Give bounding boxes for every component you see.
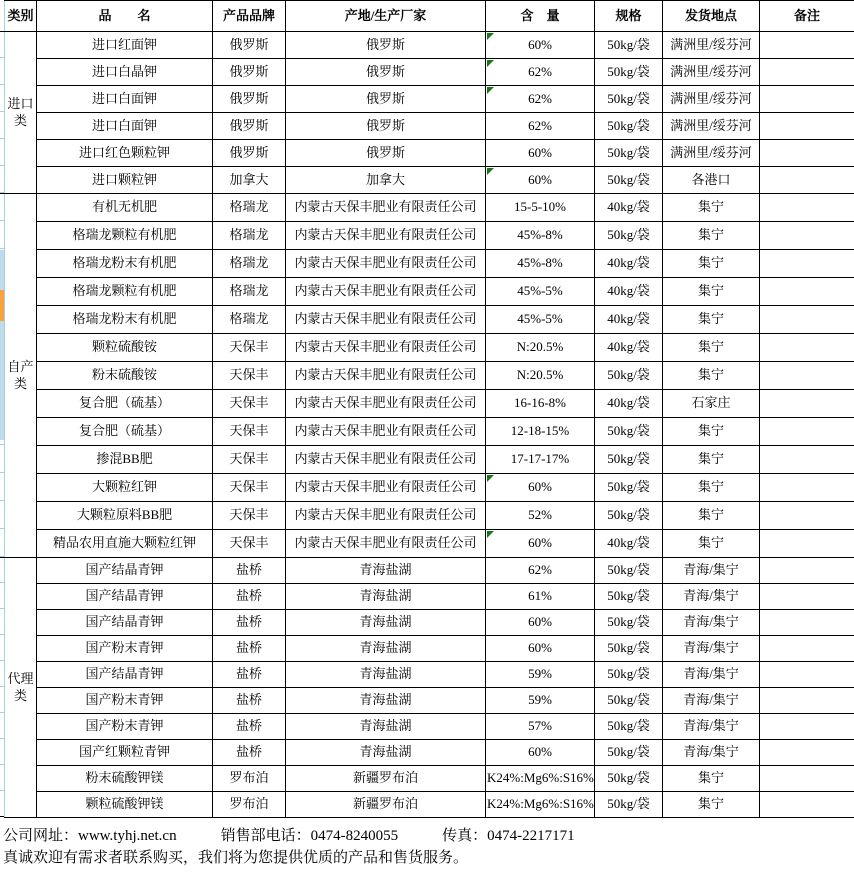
cell-ship-location[interactable]: 满洲里/绥芬河	[663, 59, 760, 86]
cell-spec[interactable]: 50kg/袋	[595, 446, 663, 474]
cell-note[interactable]	[760, 714, 854, 740]
cell-product-name[interactable]: 格瑞龙颗粒有机肥	[37, 222, 213, 250]
cell-spec[interactable]: 50kg/袋	[595, 59, 663, 86]
cell-brand[interactable]: 加拿大	[213, 167, 286, 194]
table-row	[5, 140, 854, 167]
cell-note[interactable]	[760, 167, 854, 194]
column-header-product-name[interactable]: 品 名	[37, 1, 213, 32]
cell-ship-location[interactable]: 集宁	[663, 766, 760, 792]
cell-content[interactable]: 62%	[486, 113, 595, 140]
table-row	[5, 334, 854, 362]
cell-content[interactable]: 59%	[486, 662, 595, 688]
cell-origin[interactable]: 青海盐湖	[286, 714, 486, 740]
cell-content[interactable]: 52%	[486, 502, 595, 530]
footer-fax: 传真：0474-2217171	[442, 828, 575, 844]
cell-product-name[interactable]: 进口红色颗粒钾	[37, 140, 213, 167]
cell-product-name[interactable]: 大颗粒原料BB肥	[37, 502, 213, 530]
cell-brand[interactable]: 格瑞龙	[213, 250, 286, 278]
cell-content[interactable]: K24%:Mg6%:S16%	[486, 792, 595, 818]
cell-origin[interactable]: 内蒙古天保丰肥业有限责任公司	[286, 390, 486, 418]
table-row	[5, 688, 854, 714]
cell-note[interactable]	[760, 688, 854, 714]
table-row	[5, 59, 854, 86]
cell-ship-location[interactable]: 集宁	[663, 306, 760, 334]
table-row	[5, 636, 854, 662]
error-indicator-icon	[487, 60, 494, 67]
table-row	[5, 113, 854, 140]
cell-note[interactable]	[760, 446, 854, 474]
table-row	[5, 250, 854, 278]
cell-note[interactable]	[760, 306, 854, 334]
cell-spec[interactable]: 50kg/袋	[595, 610, 663, 636]
cell-spec[interactable]: 50kg/袋	[595, 714, 663, 740]
cell-origin[interactable]: 青海盐湖	[286, 740, 486, 766]
cell-spec[interactable]: 50kg/袋	[595, 32, 663, 59]
cell-ship-location[interactable]: 集宁	[663, 278, 760, 306]
cell-origin[interactable]: 内蒙古天保丰肥业有限责任公司	[286, 474, 486, 502]
cell-note[interactable]	[760, 740, 854, 766]
cell-note[interactable]	[760, 584, 854, 610]
table-row	[5, 662, 854, 688]
table-row	[5, 418, 854, 446]
cell-note[interactable]	[760, 140, 854, 167]
cell-note[interactable]	[760, 32, 854, 59]
cell-brand[interactable]: 天保丰	[213, 362, 286, 390]
cell-note[interactable]	[760, 59, 854, 86]
cell-product-name[interactable]: 国产红颗粒青钾	[37, 740, 213, 766]
cell-brand[interactable]: 格瑞龙	[213, 194, 286, 222]
cell-brand[interactable]: 天保丰	[213, 418, 286, 446]
cell-spec[interactable]: 50kg/袋	[595, 636, 663, 662]
cell-ship-location[interactable]: 集宁	[663, 222, 760, 250]
cell-ship-location[interactable]: 青海/集宁	[663, 636, 760, 662]
cell-origin[interactable]: 内蒙古天保丰肥业有限责任公司	[286, 194, 486, 222]
table-row	[5, 530, 854, 558]
error-indicator-icon	[487, 87, 494, 94]
cell-spec[interactable]: 40kg/袋	[595, 194, 663, 222]
cell-origin[interactable]: 俄罗斯	[286, 113, 486, 140]
cell-ship-location[interactable]: 集宁	[663, 792, 760, 818]
cell-ship-location[interactable]: 集宁	[663, 250, 760, 278]
cell-spec[interactable]: 50kg/袋	[595, 662, 663, 688]
cell-origin[interactable]: 青海盐湖	[286, 636, 486, 662]
footer-contact-line	[3, 826, 851, 847]
cell-ship-location[interactable]: 青海/集宁	[663, 740, 760, 766]
cell-content[interactable]: 60%	[486, 530, 595, 558]
cell-note[interactable]	[760, 194, 854, 222]
cell-ship-location[interactable]: 集宁	[663, 194, 760, 222]
cell-brand[interactable]: 盐桥	[213, 584, 286, 610]
column-header-ship-location[interactable]: 发货地点	[663, 1, 760, 32]
footer-welcome-line: 真诚欢迎有需求者联系购买，我们将为您提供优质的产品和售货服务。	[3, 850, 469, 866]
cell-ship-location[interactable]: 青海/集宁	[663, 610, 760, 636]
cell-content[interactable]: 60%	[486, 636, 595, 662]
cell-note[interactable]	[760, 113, 854, 140]
cell-ship-location[interactable]: 集宁	[663, 502, 760, 530]
cell-note[interactable]	[760, 278, 854, 306]
table-row	[5, 194, 854, 222]
cell-note[interactable]	[760, 222, 854, 250]
cell-content[interactable]: 60%	[486, 610, 595, 636]
cell-product-name[interactable]: 精品农用直施大颗粒红钾	[37, 530, 213, 558]
cell-brand[interactable]: 盐桥	[213, 610, 286, 636]
cell-ship-location[interactable]: 各港口	[663, 167, 760, 194]
cell-content[interactable]: 17-17-17%	[486, 446, 595, 474]
cell-content[interactable]: 45%-5%	[486, 278, 595, 306]
cell-ship-location[interactable]: 集宁	[663, 530, 760, 558]
cell-content[interactable]: 12-18-15%	[486, 418, 595, 446]
cell-content[interactable]: 60%	[486, 474, 595, 502]
cell-origin[interactable]: 青海盐湖	[286, 610, 486, 636]
cell-spec[interactable]: 50kg/袋	[595, 140, 663, 167]
cell-origin[interactable]: 青海盐湖	[286, 688, 486, 714]
cell-content[interactable]: 45%-5%	[486, 306, 595, 334]
error-indicator-icon	[487, 168, 494, 175]
table-row	[5, 558, 854, 584]
cell-product-name[interactable]: 颗粒硫酸铵	[37, 334, 213, 362]
cell-spec[interactable]: 40kg/袋	[595, 334, 663, 362]
cell-product-name[interactable]: 国产粉末青钾	[37, 636, 213, 662]
cell-product-name[interactable]: 掺混BB肥	[37, 446, 213, 474]
cell-content[interactable]: 57%	[486, 714, 595, 740]
cell-origin[interactable]: 内蒙古天保丰肥业有限责任公司	[286, 222, 486, 250]
column-header-category[interactable]: 类别	[5, 1, 37, 32]
cell-content[interactable]: 60%	[486, 140, 595, 167]
cell-spec[interactable]: 40kg/袋	[595, 306, 663, 334]
cell-origin[interactable]: 俄罗斯	[286, 86, 486, 113]
cell-brand[interactable]: 盐桥	[213, 714, 286, 740]
table-row	[5, 167, 854, 194]
cell-origin[interactable]: 新疆罗布泊	[286, 766, 486, 792]
cell-origin[interactable]: 青海盐湖	[286, 662, 486, 688]
table-row	[5, 278, 854, 306]
cell-origin[interactable]: 内蒙古天保丰肥业有限责任公司	[286, 250, 486, 278]
error-indicator-icon	[487, 531, 494, 538]
cell-spec[interactable]: 50kg/袋	[595, 792, 663, 818]
cell-spec[interactable]: 50kg/袋	[595, 502, 663, 530]
cell-ship-location[interactable]: 满洲里/绥芬河	[663, 113, 760, 140]
cell-content[interactable]: K24%:Mg6%:S16%	[486, 766, 595, 792]
cell-brand[interactable]: 天保丰	[213, 530, 286, 558]
column-header-origin[interactable]: 产地/生产厂家	[286, 1, 486, 32]
table-row	[5, 222, 854, 250]
cell-ship-location[interactable]: 满洲里/绥芬河	[663, 86, 760, 113]
cell-note[interactable]	[760, 362, 854, 390]
cell-origin[interactable]: 新疆罗布泊	[286, 792, 486, 818]
cell-spec[interactable]: 50kg/袋	[595, 558, 663, 584]
cell-ship-location[interactable]: 集宁	[663, 334, 760, 362]
cell-product-name[interactable]: 复合肥（硫基）	[37, 418, 213, 446]
cell-brand[interactable]: 盐桥	[213, 740, 286, 766]
table-row	[5, 86, 854, 113]
cell-origin[interactable]: 内蒙古天保丰肥业有限责任公司	[286, 334, 486, 362]
cell-brand[interactable]: 天保丰	[213, 502, 286, 530]
cell-origin[interactable]: 内蒙古天保丰肥业有限责任公司	[286, 418, 486, 446]
table-row	[5, 740, 854, 766]
cell-origin[interactable]: 内蒙古天保丰肥业有限责任公司	[286, 502, 486, 530]
error-indicator-icon	[487, 33, 494, 40]
column-header-brand[interactable]: 产品品牌	[213, 1, 286, 32]
header-row	[5, 1, 854, 32]
cell-category[interactable]: 代理类	[5, 558, 37, 818]
cell-spec[interactable]: 50kg/袋	[595, 113, 663, 140]
cell-product-name[interactable]: 颗粒硫酸钾镁	[37, 792, 213, 818]
cell-origin[interactable]: 加拿大	[286, 167, 486, 194]
cell-product-name[interactable]: 进口白面钾	[37, 86, 213, 113]
cell-spec[interactable]: 50kg/袋	[595, 418, 663, 446]
cell-brand[interactable]: 格瑞龙	[213, 306, 286, 334]
table-row	[5, 474, 854, 502]
cell-content[interactable]: 59%	[486, 688, 595, 714]
cell-brand[interactable]: 罗布泊	[213, 792, 286, 818]
cell-brand[interactable]: 天保丰	[213, 474, 286, 502]
table-row	[5, 766, 854, 792]
cell-origin[interactable]: 内蒙古天保丰肥业有限责任公司	[286, 306, 486, 334]
cell-note[interactable]	[760, 390, 854, 418]
cell-product-name[interactable]: 进口颗粒钾	[37, 167, 213, 194]
cell-spec[interactable]: 50kg/袋	[595, 474, 663, 502]
cell-ship-location[interactable]: 青海/集宁	[663, 662, 760, 688]
price-table	[4, 0, 854, 818]
cell-brand[interactable]: 罗布泊	[213, 766, 286, 792]
cell-ship-location[interactable]: 集宁	[663, 474, 760, 502]
table-row	[5, 584, 854, 610]
cell-brand[interactable]: 格瑞龙	[213, 222, 286, 250]
footer	[3, 826, 851, 869]
cell-ship-location[interactable]: 青海/集宁	[663, 584, 760, 610]
cell-brand[interactable]: 格瑞龙	[213, 278, 286, 306]
cell-product-name[interactable]: 国产结晶青钾	[37, 584, 213, 610]
table-row	[5, 502, 854, 530]
table-row	[5, 610, 854, 636]
cell-origin[interactable]: 俄罗斯	[286, 59, 486, 86]
cell-content[interactable]: 16-16-8%	[486, 390, 595, 418]
cell-ship-location[interactable]: 青海/集宁	[663, 714, 760, 740]
cell-product-name[interactable]: 格瑞龙粉末有机肥	[37, 250, 213, 278]
cell-spec[interactable]: 40kg/袋	[595, 250, 663, 278]
cell-brand[interactable]: 俄罗斯	[213, 59, 286, 86]
table-row	[5, 362, 854, 390]
cell-content[interactable]: 62%	[486, 59, 595, 86]
cell-note[interactable]	[760, 418, 854, 446]
cell-brand[interactable]: 盐桥	[213, 662, 286, 688]
cell-spec[interactable]: 40kg/袋	[595, 390, 663, 418]
column-header-note[interactable]: 备注	[760, 1, 854, 32]
cell-product-name[interactable]: 复合肥（硫基）	[37, 390, 213, 418]
cell-note[interactable]	[760, 502, 854, 530]
cell-spec[interactable]: 50kg/袋	[595, 740, 663, 766]
cell-ship-location[interactable]: 集宁	[663, 362, 760, 390]
cell-brand[interactable]: 俄罗斯	[213, 86, 286, 113]
cell-content[interactable]: 45%-8%	[486, 222, 595, 250]
cell-origin[interactable]: 青海盐湖	[286, 558, 486, 584]
cell-origin[interactable]: 内蒙古天保丰肥业有限责任公司	[286, 362, 486, 390]
table-row	[5, 306, 854, 334]
cell-content[interactable]: 60%	[486, 740, 595, 766]
cell-origin[interactable]: 内蒙古天保丰肥业有限责任公司	[286, 530, 486, 558]
cell-product-name[interactable]: 进口白晶钾	[37, 59, 213, 86]
cell-product-name[interactable]: 国产粉末青钾	[37, 688, 213, 714]
cell-content[interactable]: 15-5-10%	[486, 194, 595, 222]
cell-ship-location[interactable]: 满洲里/绥芬河	[663, 140, 760, 167]
cell-ship-location[interactable]: 青海/集宁	[663, 688, 760, 714]
cell-ship-location[interactable]: 青海/集宁	[663, 558, 760, 584]
cell-note[interactable]	[760, 530, 854, 558]
cell-product-name[interactable]: 国产粉末青钾	[37, 714, 213, 740]
cell-brand[interactable]: 俄罗斯	[213, 140, 286, 167]
cell-content[interactable]: 62%	[486, 86, 595, 113]
cell-brand[interactable]: 天保丰	[213, 390, 286, 418]
cell-product-name[interactable]: 大颗粒红钾	[37, 474, 213, 502]
cell-spec[interactable]: 40kg/袋	[595, 530, 663, 558]
cell-product-name[interactable]: 粉末硫酸钾镁	[37, 766, 213, 792]
cell-spec[interactable]: 40kg/袋	[595, 278, 663, 306]
cell-note[interactable]	[760, 766, 854, 792]
table-row	[5, 32, 854, 59]
cell-origin[interactable]: 俄罗斯	[286, 140, 486, 167]
cell-product-name[interactable]: 粉末硫酸铵	[37, 362, 213, 390]
table-row	[5, 446, 854, 474]
cell-spec[interactable]: 50kg/袋	[595, 222, 663, 250]
cell-ship-location[interactable]: 石家庄	[663, 390, 760, 418]
cell-origin[interactable]: 俄罗斯	[286, 32, 486, 59]
cell-content[interactable]: 62%	[486, 558, 595, 584]
cell-origin[interactable]: 内蒙古天保丰肥业有限责任公司	[286, 446, 486, 474]
cell-brand[interactable]: 天保丰	[213, 334, 286, 362]
cell-note[interactable]	[760, 334, 854, 362]
cell-note[interactable]	[760, 662, 854, 688]
footer-website: 公司网址：www.tyhj.net.cn	[3, 828, 177, 844]
cell-brand[interactable]: 盐桥	[213, 636, 286, 662]
cell-spec[interactable]: 50kg/袋	[595, 688, 663, 714]
cell-note[interactable]	[760, 474, 854, 502]
cell-note[interactable]	[760, 250, 854, 278]
table-row	[5, 792, 854, 818]
cell-product-name[interactable]: 格瑞龙颗粒有机肥	[37, 278, 213, 306]
table-row	[5, 390, 854, 418]
cell-note[interactable]	[760, 636, 854, 662]
cell-ship-location[interactable]: 集宁	[663, 446, 760, 474]
cell-note[interactable]	[760, 792, 854, 818]
cell-spec[interactable]: 50kg/袋	[595, 362, 663, 390]
cell-ship-location[interactable]: 集宁	[663, 418, 760, 446]
cell-origin[interactable]: 内蒙古天保丰肥业有限责任公司	[286, 278, 486, 306]
cell-category[interactable]: 自产类	[5, 194, 37, 558]
cell-spec[interactable]: 50kg/袋	[595, 766, 663, 792]
cell-note[interactable]	[760, 558, 854, 584]
cell-category[interactable]: 进口类	[5, 32, 37, 194]
cell-spec[interactable]: 50kg/袋	[595, 584, 663, 610]
column-header-spec[interactable]: 规格	[595, 1, 663, 32]
cell-note[interactable]	[760, 610, 854, 636]
cell-spec[interactable]: 50kg/袋	[595, 167, 663, 194]
cell-content[interactable]: 61%	[486, 584, 595, 610]
cell-product-name[interactable]: 进口白面钾	[37, 113, 213, 140]
cell-content[interactable]: 60%	[486, 167, 595, 194]
cell-product-name[interactable]: 国产结晶青钾	[37, 610, 213, 636]
cell-spec[interactable]: 50kg/袋	[595, 86, 663, 113]
cell-brand[interactable]: 天保丰	[213, 446, 286, 474]
column-header-content[interactable]: 含 量	[486, 1, 595, 32]
table-row	[5, 714, 854, 740]
cell-product-name[interactable]: 国产结晶青钾	[37, 662, 213, 688]
cell-brand[interactable]: 盐桥	[213, 558, 286, 584]
cell-ship-location[interactable]: 满洲里/绥芬河	[663, 32, 760, 59]
cell-brand[interactable]: 盐桥	[213, 688, 286, 714]
cell-content[interactable]: N:20.5%	[486, 362, 595, 390]
cell-content[interactable]: N:20.5%	[486, 334, 595, 362]
cell-product-name[interactable]: 有机无机肥	[37, 194, 213, 222]
footer-phone: 销售部电话：0474-8240055	[220, 828, 399, 844]
cell-product-name[interactable]: 格瑞龙粉末有机肥	[37, 306, 213, 334]
cell-content[interactable]: 45%-8%	[486, 250, 595, 278]
cell-product-name[interactable]: 进口红面钾	[37, 32, 213, 59]
cell-product-name[interactable]: 国产结晶青钾	[37, 558, 213, 584]
cell-brand[interactable]: 俄罗斯	[213, 32, 286, 59]
cell-note[interactable]	[760, 86, 854, 113]
cell-origin[interactable]: 青海盐湖	[286, 584, 486, 610]
cell-brand[interactable]: 俄罗斯	[213, 113, 286, 140]
error-indicator-icon	[487, 475, 494, 482]
cell-content[interactable]: 60%	[486, 32, 595, 59]
